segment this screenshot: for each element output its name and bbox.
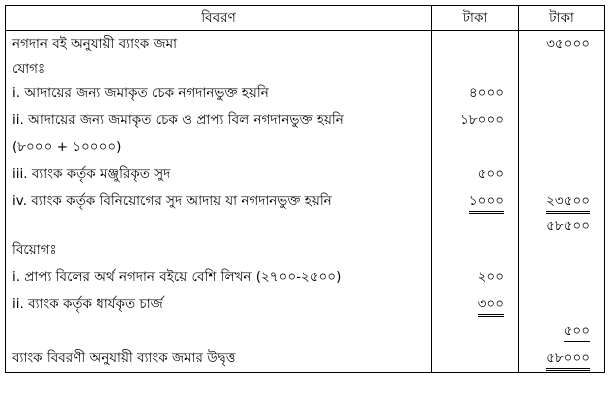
reconciliation-statement [5, 5, 604, 405]
row-value: ২৩৫০০ [546, 191, 590, 214]
row-label: i. প্রাপ্য বিলের অর্থ নগদান বইয়ে বেশি লিখন (২৭০০-২৫০০) [6, 264, 432, 291]
add-heading: যোগঃ [6, 58, 432, 80]
header-amount-1: টাকা [432, 6, 519, 31]
table-row [6, 291, 605, 318]
table-row [6, 215, 605, 237]
table-row [6, 188, 605, 215]
row-value: ৩০০ [478, 294, 504, 317]
row-value: ৫০০ [432, 161, 519, 188]
table-row [6, 161, 605, 188]
row-label: ii. আদায়ের জন্য জমাকৃত চেক ও প্রাপ্য বিল নগদানভুক্ত হয়নি [6, 107, 432, 134]
final-value: ৫৮০০০ [546, 348, 590, 371]
row-value: ১৮০০০ [432, 107, 519, 134]
table-row [6, 345, 605, 373]
deduction-total: ৫০০ [564, 321, 590, 342]
row-value: ২০০ [432, 264, 519, 291]
table-row [6, 134, 605, 161]
row-label: নগদান বই অনুযায়ী ব্যাংক জমা [6, 31, 432, 59]
row-value: ৪০০০ [432, 80, 519, 107]
table-row [6, 107, 605, 134]
row-label: iv. ব্যাংক কর্তৃক বিনিয়োগের সুদ আদায় যা নগদানভুক্ত হয়নি [6, 188, 432, 215]
subtotal-value: ৫৮৫০০ [519, 215, 605, 237]
header-amount-2: টাকা [519, 6, 605, 31]
row-sublabel: (৮০০০ + ১০০০০) [6, 134, 432, 161]
header-row [6, 6, 605, 31]
final-label: ব্যাংক বিবরণী অনুযায়ী ব্যাংক জমার উদ্বৃত্ত [6, 345, 432, 373]
row-label: ii. ব্যাংক কর্তৃক ধার্যকৃত চার্জ [6, 291, 432, 318]
row-label: i. আদায়ের জন্য জমাকৃত চেক নগদানভুক্ত হয়নি [6, 80, 432, 107]
less-heading: বিয়োগঃ [6, 237, 432, 264]
header-description: বিবরণ [6, 6, 432, 31]
table-row [6, 318, 605, 345]
row-label: iii. ব্যাংক কর্তৃক মঞ্জুরিকৃত সুদ [6, 161, 432, 188]
table-row [6, 31, 605, 59]
row-value: ৩৫০০০ [519, 31, 605, 59]
table-row [6, 237, 605, 264]
table-row [6, 264, 605, 291]
row-value: ১০০০ [469, 191, 504, 214]
table-row [6, 80, 605, 107]
reconciliation-table [5, 5, 605, 373]
table-row [6, 58, 605, 80]
